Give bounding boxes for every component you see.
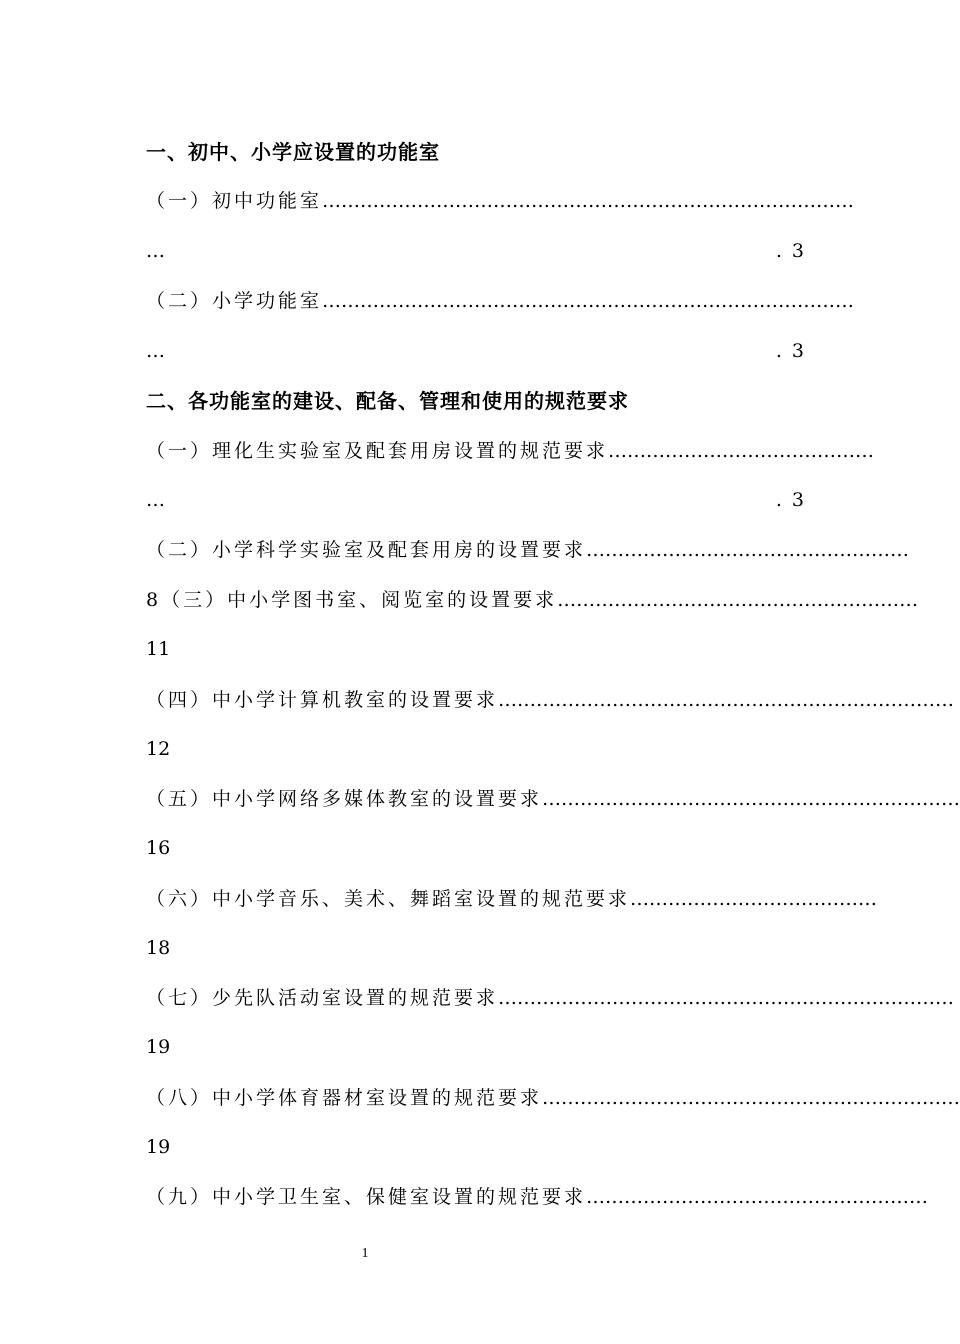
toc-entry-title: （一）初中功能室 [146,190,323,212]
toc-leader-dots: ………………………………………………………………………… [322,190,855,212]
toc-entry[interactable] [146,435,875,467]
toc-entry-title: （四）中小学计算机教室的设置要求 [146,689,499,711]
toc-entry-title: （八）中小学体育器材室设置的规范要求 [146,1087,543,1109]
toc-entry[interactable] [146,285,855,317]
toc-leader-dots: …………………………………… [608,440,875,462]
toc-entry-continuation [146,733,806,765]
toc-entry-title: （九）中小学卫生室、保健室设置的规范要求 [146,1186,587,1208]
toc-entry-continuation [146,484,806,516]
toc-leader-dots: ……………………………………………………………… [498,689,955,711]
toc-entry-title: （二）小学科学实验室及配套用房的设置要求 [146,539,587,561]
toc-entry-title: （一）理化生实验室及配套用房设置的规范要求 [146,440,609,462]
toc-entry[interactable] [146,783,960,815]
toc-entry-title: （五）中小学网络多媒体教室的设置要求 [146,788,543,810]
toc-leader-dots: ……………………………………………………………… [498,987,955,1009]
toc-entry[interactable] [146,185,855,217]
toc-page-number: 18 [146,937,171,959]
toc-entry[interactable] [146,684,955,716]
toc-leader-dots: ……………………………………………… [586,1186,929,1208]
toc-entry-title: （六）中小学音乐、美术、舞蹈室设置的规范要求 [146,888,631,910]
toc-page-number: . 3 [775,240,806,262]
toc-entry-continuation [146,235,806,267]
page-footer-number: 1 [361,1246,369,1261]
toc-leader-dots: … [146,489,165,511]
toc-entry-continuation [146,633,806,665]
toc-entry[interactable] [146,982,955,1014]
toc-page-number: . 3 [775,340,806,362]
toc-entry-continuation [146,1131,806,1163]
toc-leader-dots: ………………………………………………………… [542,788,960,810]
toc-page-number: 19 [146,1036,171,1058]
toc-page-number: . 3 [775,489,806,511]
toc-leader-dots: ………………………………… [630,888,878,910]
toc-page-number: 16 [146,837,171,859]
toc-page-number: 19 [146,1136,171,1158]
toc-entry[interactable] [146,584,919,616]
toc-entry-title: （二）小学功能室 [146,290,323,312]
toc-entry-continuation [146,335,806,367]
toc-leader-dots: … [146,240,165,262]
toc-heading-1: 一、初中、小学应设置的功能室 [146,140,440,164]
toc-entry-continuation [146,932,806,964]
toc-leader-dots: …………………………………………… [586,539,910,561]
toc-entry-title: 8（三）中小学图书室、阅览室的设置要求 [146,589,558,611]
toc-entry[interactable] [146,1181,929,1213]
toc-entry[interactable] [146,883,878,915]
toc-heading-2: 二、各功能室的建设、配备、管理和使用的规范要求 [146,389,629,413]
toc-entry[interactable] [146,1082,960,1114]
toc-entry[interactable] [146,534,910,566]
toc-leader-dots: … [146,340,165,362]
toc-entry-continuation [146,832,806,864]
toc-leader-dots: ………………………………………………… [557,589,919,611]
toc-entry-continuation [146,1031,806,1063]
toc-leader-dots: ………………………………………………………………………… [322,290,855,312]
toc-page-number: 12 [146,738,171,760]
toc-entry-title: （七）少先队活动室设置的规范要求 [146,987,499,1009]
toc-leader-dots: ………………………………………………………… [542,1087,960,1109]
toc-page-number: 11 [146,638,171,660]
